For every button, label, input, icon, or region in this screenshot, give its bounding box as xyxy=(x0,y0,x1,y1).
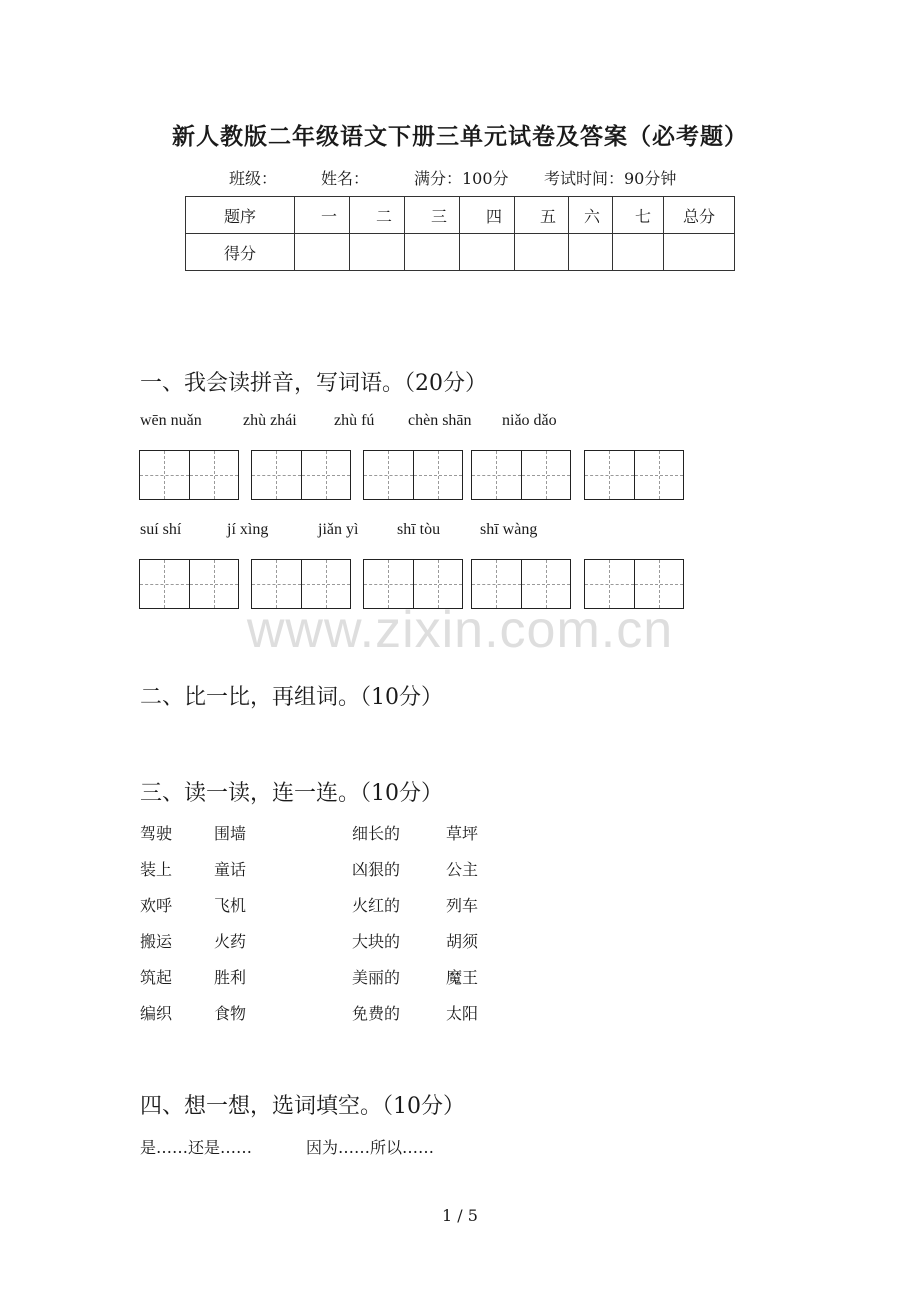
pinyin-label: shī tòu xyxy=(397,521,441,538)
score-cell[interactable] xyxy=(515,234,569,271)
pinyin-label: zhù fú xyxy=(334,412,375,429)
exam-title: 新人教版二年级语文下册三单元试卷及答案（必考题） xyxy=(172,123,748,150)
match-item: 美丽的 xyxy=(352,968,401,987)
score-cell[interactable] xyxy=(613,234,664,271)
writing-box[interactable] xyxy=(251,450,351,500)
score-header-cell: 二 xyxy=(350,197,405,234)
word-option-2: 因为……所以…… xyxy=(306,1138,435,1157)
pinyin-label: jiǎn yì xyxy=(318,521,359,538)
match-item: 太阳 xyxy=(446,1004,479,1023)
match-item: 编织 xyxy=(140,1004,173,1023)
match-item: 童话 xyxy=(214,860,247,879)
section3-heading: 三、读一读，连一连。（10分） xyxy=(140,781,443,806)
score-cell[interactable] xyxy=(664,234,735,271)
match-column-nouns xyxy=(446,821,478,1037)
match-item: 火药 xyxy=(214,932,247,951)
score-table-header-row xyxy=(186,197,735,234)
writing-box[interactable] xyxy=(471,450,571,500)
watermark: www.zixin.com.cn xyxy=(246,601,674,659)
match-item: 凶狠的 xyxy=(352,860,401,879)
score-header-total: 总分 xyxy=(664,197,735,234)
pinyin-label: niǎo dǎo xyxy=(502,412,557,429)
match-item: 食物 xyxy=(214,1004,247,1023)
page-number: 1 / 5 xyxy=(442,1206,478,1225)
section2-heading: 二、比一比，再组词。（10分） xyxy=(140,685,443,710)
section4-heading: 四、想一想，选词填空。（10分） xyxy=(140,1094,465,1119)
word-option-1: 是……还是…… xyxy=(140,1138,253,1157)
score-header-cell: 七 xyxy=(613,197,664,234)
match-item: 胡须 xyxy=(446,932,479,951)
match-item: 飞机 xyxy=(214,896,247,915)
match-item: 免费的 xyxy=(352,1004,401,1023)
match-item: 草坪 xyxy=(446,824,479,843)
score-row-label: 得分 xyxy=(186,234,295,271)
match-item: 驾驶 xyxy=(140,824,173,843)
exam-time-label: 考试时间：90分钟 xyxy=(544,169,677,188)
score-header-cell: 六 xyxy=(569,197,613,234)
score-table xyxy=(185,196,735,271)
match-item: 欢呼 xyxy=(140,896,173,915)
score-header-cell: 四 xyxy=(460,197,515,234)
score-header-cell: 一 xyxy=(295,197,350,234)
match-item: 火红的 xyxy=(352,896,401,915)
score-header-cell: 三 xyxy=(405,197,460,234)
pinyin-label: shī wàng xyxy=(480,521,538,538)
name-label: 姓名： xyxy=(321,169,370,188)
score-cell[interactable] xyxy=(569,234,613,271)
score-cell[interactable] xyxy=(295,234,350,271)
score-cell[interactable] xyxy=(460,234,515,271)
match-column-verbs xyxy=(140,821,172,1037)
pinyin-label: jí xìng xyxy=(227,521,269,538)
score-cell[interactable] xyxy=(405,234,460,271)
score-cell[interactable] xyxy=(350,234,405,271)
match-item: 装上 xyxy=(140,860,173,879)
match-item: 列车 xyxy=(446,896,479,915)
score-header-cell: 五 xyxy=(515,197,569,234)
full-score-label: 满分：100分 xyxy=(414,169,509,188)
class-label: 班级： xyxy=(229,169,278,188)
score-table-score-row xyxy=(186,234,735,271)
score-header-label: 题序 xyxy=(186,197,295,234)
pinyin-label: wēn nuǎn xyxy=(140,412,202,429)
pinyin-label: chèn shān xyxy=(408,412,472,429)
match-item: 围墙 xyxy=(214,824,247,843)
writing-box[interactable] xyxy=(363,450,463,500)
match-item: 筑起 xyxy=(140,968,173,987)
match-column-objects xyxy=(214,821,246,1037)
pinyin-label: suí shí xyxy=(140,521,182,538)
match-item: 公主 xyxy=(446,860,479,879)
match-item: 胜利 xyxy=(214,968,247,987)
match-item: 大块的 xyxy=(352,932,401,951)
match-item: 魔王 xyxy=(446,968,479,987)
writing-box[interactable] xyxy=(584,450,684,500)
writing-box[interactable] xyxy=(139,450,239,500)
match-item: 搬运 xyxy=(140,932,173,951)
match-item: 细长的 xyxy=(352,824,401,843)
match-column-adjectives xyxy=(352,821,400,1037)
pinyin-label: zhù zhái xyxy=(243,412,297,429)
section1-heading: 一、我会读拼音，写词语。（20分） xyxy=(140,371,487,396)
